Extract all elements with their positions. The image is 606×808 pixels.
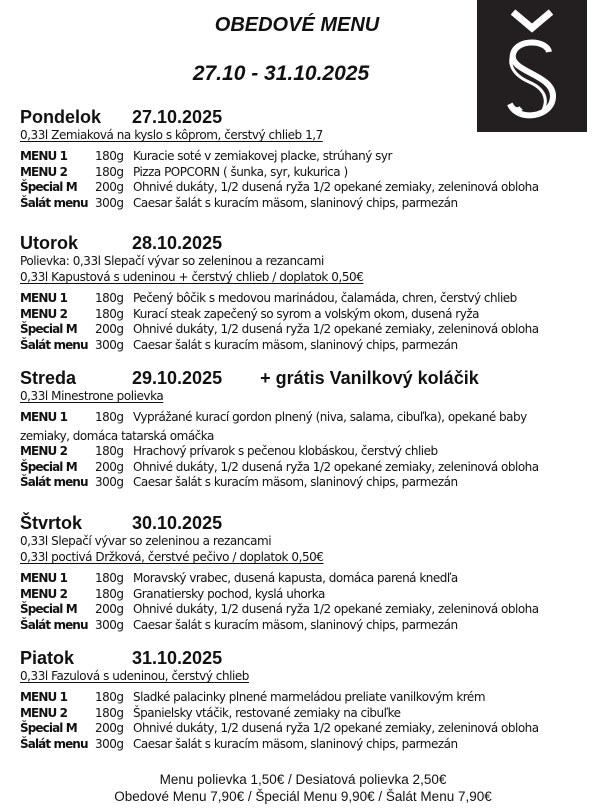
menu-description: Caesar šalát s kuracím mäsom, slaninový chips, parmezán — [133, 195, 458, 210]
menu-label: Šalát menu — [20, 337, 88, 352]
menu-description: Ohnivé dukáty, 1/2 dusená ryža 1/2 opekané zemiaky, zeleninová obloha — [133, 721, 539, 735]
menu-row — [20, 706, 590, 722]
menu-row — [20, 180, 590, 196]
menu-label: Šalát menu — [20, 195, 88, 210]
day-heading — [20, 233, 590, 253]
day-heading — [20, 107, 590, 127]
menu-label: MENU 2 — [20, 164, 68, 179]
menu-weight: 300g — [95, 475, 124, 489]
menu-weight: 180g — [95, 291, 124, 305]
menu-label: MENU 1 — [20, 410, 68, 424]
menu-row — [20, 475, 590, 491]
menu-label: MENU 2 — [20, 306, 68, 321]
menu-row — [20, 571, 590, 587]
menu-weight: 180g — [95, 444, 124, 458]
menu-description: Caesar šalát s kuracím mäsom, slaninový chips, parmezán — [133, 337, 458, 352]
menu-description: Moravský vrabec, dusená kapusta, domáca parená knedľa — [133, 571, 458, 585]
menu-items — [20, 410, 590, 491]
menu-weight: 200g — [95, 459, 124, 474]
menu-row — [20, 690, 590, 706]
menu-weight: 200g — [95, 602, 124, 616]
menu-row — [20, 602, 590, 618]
menu-label: Špecial M — [20, 322, 77, 336]
menu-weight: 300g — [95, 337, 124, 352]
date-range: 27.10 - 31.10.2025 — [192, 62, 370, 85]
menu-weight: 200g — [95, 322, 124, 336]
menu-row — [20, 291, 590, 307]
menu-items — [20, 149, 590, 211]
menu-items — [20, 571, 590, 633]
menu-label: MENU 2 — [20, 705, 68, 720]
day-section-friday — [20, 648, 590, 752]
menu-weight: 300g — [95, 195, 124, 210]
menu-weight: 200g — [95, 180, 124, 194]
menu-row — [20, 338, 590, 354]
menu-description: Caesar šalát s kuracím mäsom, slaninový chips, parmezán — [133, 617, 458, 632]
menu-row — [20, 721, 590, 737]
menu-description: Ohnivé dukáty, 1/2 dusená ryža 1/2 opekané zemiaky, zeleninová obloha — [133, 459, 539, 474]
menu-label: MENU 1 — [20, 149, 68, 163]
price-line-menus: Obedové Menu 7,90€ / Špeciál Menu 9,90€ / Šalát Menu 7,90€ — [114, 789, 492, 804]
soup-line-surcharge: 0,33l poctivá Držková, čerstvé pečivo / doplatok 0,50€ — [20, 550, 324, 564]
menu-label: MENU 2 — [20, 586, 68, 601]
day-date: 31.10.2025 — [132, 648, 223, 668]
menu-description: Španielsky vtáčik, restované zemiaky na cibuľke — [133, 705, 401, 720]
day-section-monday — [20, 107, 590, 211]
menu-description: Sladké palacinky plnené marmeládou preliate vanilkovým krém — [133, 690, 486, 704]
menu-weight: 180g — [95, 586, 124, 601]
day-name: Pondelok — [20, 107, 102, 127]
menu-label: Šalát menu — [20, 617, 88, 632]
menu-description: Ohnivé dukáty, 1/2 dusená ryža 1/2 opekané zemiaky, zeleninová obloha — [133, 322, 539, 336]
menu-title: OBEDOVÉ MENU — [214, 14, 380, 36]
menu-label: Špecial M — [20, 180, 77, 194]
day-section-tuesday — [20, 233, 590, 353]
menu-description: Caesar šalát s kuracím mäsom, slaninový chips, parmezán — [133, 736, 458, 751]
menu-description: Pizza POPCORN ( šunka, syr, kukurica ) — [133, 164, 348, 179]
menu-weight: 180g — [95, 705, 124, 720]
soup-line: 0,33l Zemiaková na kyslo s kôprom, čerstvý chlieb 1,7 — [20, 128, 323, 142]
menu-weight: 180g — [95, 149, 124, 163]
menu-label: Šalát menu — [20, 736, 88, 751]
menu-description: Pečený bôčik s medovou marinádou, čalamáda, chren, čerstvý chlieb — [133, 291, 517, 305]
day-section-thursday — [20, 513, 590, 633]
menu-description: Granatiersky pochod, kyslá uhorka — [133, 586, 325, 601]
menu-row — [20, 149, 590, 165]
menu-row — [20, 196, 590, 212]
day-date: 29.10.2025 — [132, 368, 223, 388]
menu-row — [20, 587, 590, 603]
day-name: Piatok — [20, 648, 75, 668]
menu-row — [20, 618, 590, 634]
menu-row — [20, 307, 590, 323]
menu-description: Kuracie soté v zemiakovej placke, strúhaný syr — [133, 149, 392, 163]
menu-weight: 180g — [95, 690, 124, 704]
menu-label: Špecial M — [20, 459, 77, 474]
menu-description: Hrachový prívarok s pečenou klobáskou, čerstvý chlieb — [133, 444, 438, 458]
day-date: 27.10.2025 — [132, 107, 223, 127]
menu-weight: 300g — [95, 736, 124, 751]
day-name: Streda — [20, 368, 77, 388]
menu-weight: 180g — [95, 306, 124, 321]
menu-weight: 300g — [95, 617, 124, 632]
day-section-wednesday — [20, 368, 590, 491]
menu-row — [20, 444, 590, 460]
menu-description: Kurací steak zapečený so syrom a volským okom, dusená ryža — [133, 306, 479, 321]
menu-description: Ohnivé dukáty, 1/2 dusená ryža 1/2 opekané zemiaky, zeleninová obloha — [133, 180, 539, 194]
menu-row — [20, 410, 590, 426]
day-heading — [20, 368, 590, 388]
menu-label: Špecial M — [20, 721, 77, 735]
day-name: Utorok — [20, 233, 78, 253]
menu-weight: 200g — [95, 721, 124, 735]
menu-label: MENU 2 — [20, 444, 68, 458]
day-date: 30.10.2025 — [132, 513, 223, 533]
menu-row — [20, 737, 590, 753]
day-date: 28.10.2025 — [132, 233, 223, 253]
day-name: Štvrtok — [20, 513, 83, 533]
menu-label: Šalát menu — [20, 475, 88, 489]
menu-label: Špecial M — [20, 602, 77, 616]
menu-description: Ohnivé dukáty, 1/2 dusená ryža 1/2 opekané zemiaky, zeleninová obloha — [133, 602, 539, 616]
soup-line: 0,33l Slepačí vývar so zeleninou a rezancami — [20, 534, 272, 548]
day-bonus: + grátis Vanilkový koláčik — [260, 368, 479, 388]
menu-weight: 180g — [95, 410, 124, 424]
menu-items — [20, 690, 590, 752]
menu-items — [20, 291, 590, 353]
menu-row — [20, 165, 590, 181]
menu-label: MENU 1 — [20, 690, 68, 704]
soup-line-surcharge: 0,33l Kapustová s udeninou + čerstvý chlieb / doplatok 0,50€ — [20, 270, 364, 284]
soup-line: Polievka: 0,33l Slepačí vývar so zeleninou a rezancami — [20, 254, 324, 268]
menu-description-continuation: zemiaky, domáca tatarská omáčka — [20, 428, 214, 443]
soup-line: 0,33l Minestrone polievka — [20, 389, 164, 403]
menu-label: MENU 1 — [20, 291, 68, 305]
price-footer — [0, 771, 606, 805]
menu-description: Vyprážané kurací gordon plnený (niva, salama, cibuľka), opekané baby — [133, 410, 527, 424]
menu-description: Caesar šalát s kuracím mäsom, slaninový chips, parmezán — [133, 475, 458, 489]
menu-weight: 180g — [95, 164, 124, 179]
menu-row — [20, 322, 590, 338]
menu-weight: 180g — [95, 571, 124, 585]
price-line-soups: Menu polievka 1,50€ / Desiatová polievka 2,50€ — [159, 772, 447, 787]
soup-line: 0,33l Fazulová s udeninou, čerstvý chlieb — [20, 669, 249, 683]
menu-row — [20, 460, 590, 476]
day-heading — [20, 648, 590, 668]
menu-label: MENU 1 — [20, 571, 68, 585]
day-heading — [20, 513, 590, 533]
